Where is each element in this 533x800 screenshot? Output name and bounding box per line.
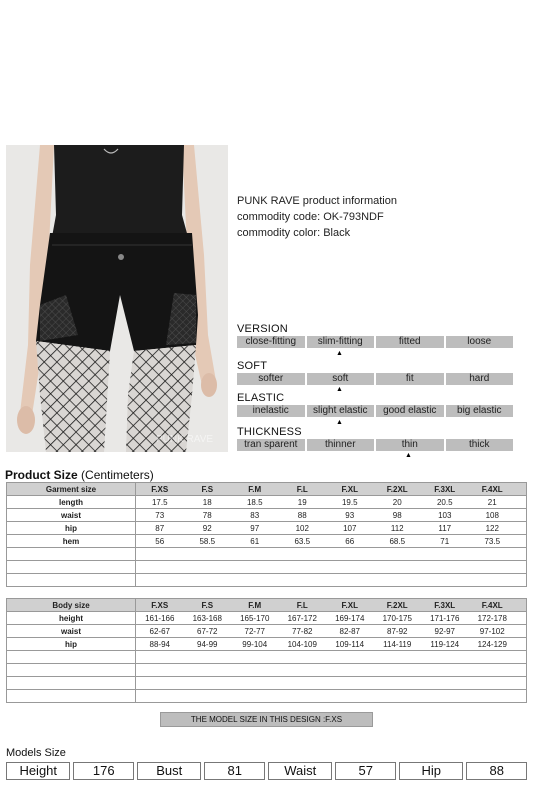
table-cell: 87 [155,523,165,533]
thickness-scale [237,439,513,451]
table-row [7,509,527,522]
table-row [7,625,527,638]
table-cell: 102 [295,523,309,533]
elastic-option: inelastic [237,405,305,417]
version-option: fitted [376,336,444,348]
thickness-option: thinner [307,439,375,451]
table-row [7,496,527,509]
table-cell: 78 [202,510,212,520]
soft-scale [237,373,513,385]
model-illustration [6,145,228,452]
version-option: slim-fitting [307,336,375,348]
version-title: VERSION [237,323,288,335]
column-header: F.S [201,600,214,610]
table-cell: 122 [485,523,499,533]
bust-label: Bust [137,762,201,780]
table-cell: 18 [202,497,212,507]
soft-option: fit [376,373,444,385]
column-header: F.3XL [434,484,456,494]
column-header: F.4XL [481,600,503,610]
table-cell: 20 [392,497,402,507]
table-cell: 68.5 [389,536,406,546]
table-cell: 17.5 [151,497,168,507]
version-option: loose [446,336,514,348]
body-size-table [6,598,527,703]
table-cell: 67-72 [197,626,218,636]
table-cell: 92-97 [434,626,455,636]
product-size-title [5,468,154,482]
column-header: F.2XL [386,600,408,610]
table-row [7,612,527,625]
table-cell: 163-168 [192,613,222,623]
empty-row [7,574,527,587]
soft-option: hard [446,373,514,385]
elastic-scale [237,405,513,417]
table-cell: 73.5 [484,536,501,546]
thickness-option: thin [376,439,444,451]
table-cell: 103 [438,510,452,520]
empty-row [7,548,527,561]
table-cell: 94-99 [197,639,218,649]
table-cell: 88 [297,510,307,520]
table-cell: 93 [345,510,355,520]
version-scale [237,336,513,348]
table-cell: 172-178 [477,613,507,623]
watermark: PUNK RAVE [156,434,214,445]
thickness-title: THICKNESS [237,426,302,438]
row-label: height [7,612,136,625]
table-cell: 167-172 [287,613,317,623]
table-cell: 124-129 [477,639,507,649]
thickness-option: tran sparent [237,439,305,451]
table-cell: 169-174 [335,613,365,623]
column-header: F.3XL [434,600,456,610]
table-cell: 82-87 [339,626,360,636]
column-header: F.4XL [481,484,503,494]
table-cell: 18.5 [246,497,263,507]
table-cell: 87-92 [387,626,408,636]
thickness-selected-marker: ▲ [405,452,412,459]
table-cell: 99-104 [242,639,268,649]
version-selected-marker: ▲ [336,350,343,357]
info-brand: PUNK RAVE product information [237,195,397,207]
table-cell: 56 [155,536,165,546]
table-cell: 171-176 [430,613,460,623]
column-header: F.XS [151,600,169,610]
table-cell: 109-114 [335,639,365,649]
soft-selected-marker: ▲ [336,386,343,393]
empty-row [7,677,527,690]
table-cell: 107 [343,523,357,533]
empty-row [7,690,527,703]
table-cell: 108 [485,510,499,520]
table-cell: 63.5 [294,536,311,546]
column-header: F.XL [341,484,358,494]
column-header: F.XS [151,484,169,494]
column-header: F.M [248,600,262,610]
table-cell: 97 [250,523,260,533]
table-cell: 97-102 [479,626,505,636]
product-photo [6,145,228,452]
bust-value: 81 [204,762,265,780]
garment-size-label: Garment size [7,483,136,496]
info-commodity-code: commodity code: OK-793NDF [237,211,384,223]
table-cell: 19 [297,497,307,507]
waist-label: Waist [268,762,332,780]
product-size-unit: (Centimeters) [81,468,154,482]
row-label: waist [7,625,136,638]
table-row [7,638,527,651]
table-cell: 114-119 [383,639,412,649]
product-size-heading: Product Size [5,468,78,482]
elastic-option: big elastic [446,405,514,417]
table-cell: 119-124 [430,639,460,649]
column-header: F.2XL [386,484,408,494]
height-label: Height [6,762,70,780]
table-cell: 104-109 [287,639,317,649]
table-cell: 77-82 [292,626,313,636]
soft-option: soft [307,373,375,385]
column-header: F.M [248,484,262,494]
empty-row [7,664,527,677]
hip-value: 88 [466,762,527,780]
table-cell: 161-166 [145,613,175,623]
table-cell: 21 [487,497,497,507]
version-option: close-fitting [237,336,305,348]
table-cell: 112 [390,523,404,533]
table-cell: 72-77 [244,626,265,636]
table-cell: 71 [440,536,450,546]
row-label: length [7,496,136,509]
model-size-note: THE MODEL SIZE IN THIS DESIGN :F.XS [160,712,373,727]
product-size-table [6,482,527,587]
table-header-row [7,483,527,496]
column-header: F.XL [341,600,358,610]
table-row [7,535,527,548]
table-cell: 165-170 [240,613,270,623]
column-header: F.L [296,484,308,494]
column-header: F.S [201,484,214,494]
soft-title: SOFT [237,360,268,372]
table-row [7,522,527,535]
table-cell: 92 [202,523,212,533]
table-cell: 88-94 [149,639,170,649]
table-header-row [7,599,527,612]
empty-row [7,651,527,664]
row-label: hem [7,535,136,548]
info-commodity-color: commodity color: Black [237,227,351,239]
table-cell: 19.5 [341,497,358,507]
hip-label: Hip [399,762,463,780]
models-size-row [6,762,527,780]
row-label: waist [7,509,136,522]
body-size-label: Body size [7,599,136,612]
row-label: hip [7,638,136,651]
soft-option: softer [237,373,305,385]
table-cell: 73 [155,510,165,520]
table-cell: 170-175 [382,613,412,623]
table-cell: 62-67 [149,626,170,636]
thickness-option: thick [446,439,514,451]
table-cell: 61 [250,536,260,546]
table-cell: 58.5 [199,536,216,546]
row-label: hip [7,522,136,535]
models-size-title: Models Size [6,747,66,759]
table-cell: 83 [250,510,260,520]
elastic-title: ELASTIC [237,392,285,404]
waist-value: 57 [335,762,396,780]
table-cell: 117 [438,523,452,533]
elastic-selected-marker: ▲ [336,419,343,426]
table-cell: 98 [392,510,402,520]
empty-row [7,561,527,574]
table-cell: 66 [345,536,355,546]
column-header: F.L [296,600,308,610]
table-cell: 20.5 [436,497,453,507]
elastic-option: good elastic [376,405,444,417]
height-value: 176 [73,762,134,780]
elastic-option: slight elastic [307,405,375,417]
